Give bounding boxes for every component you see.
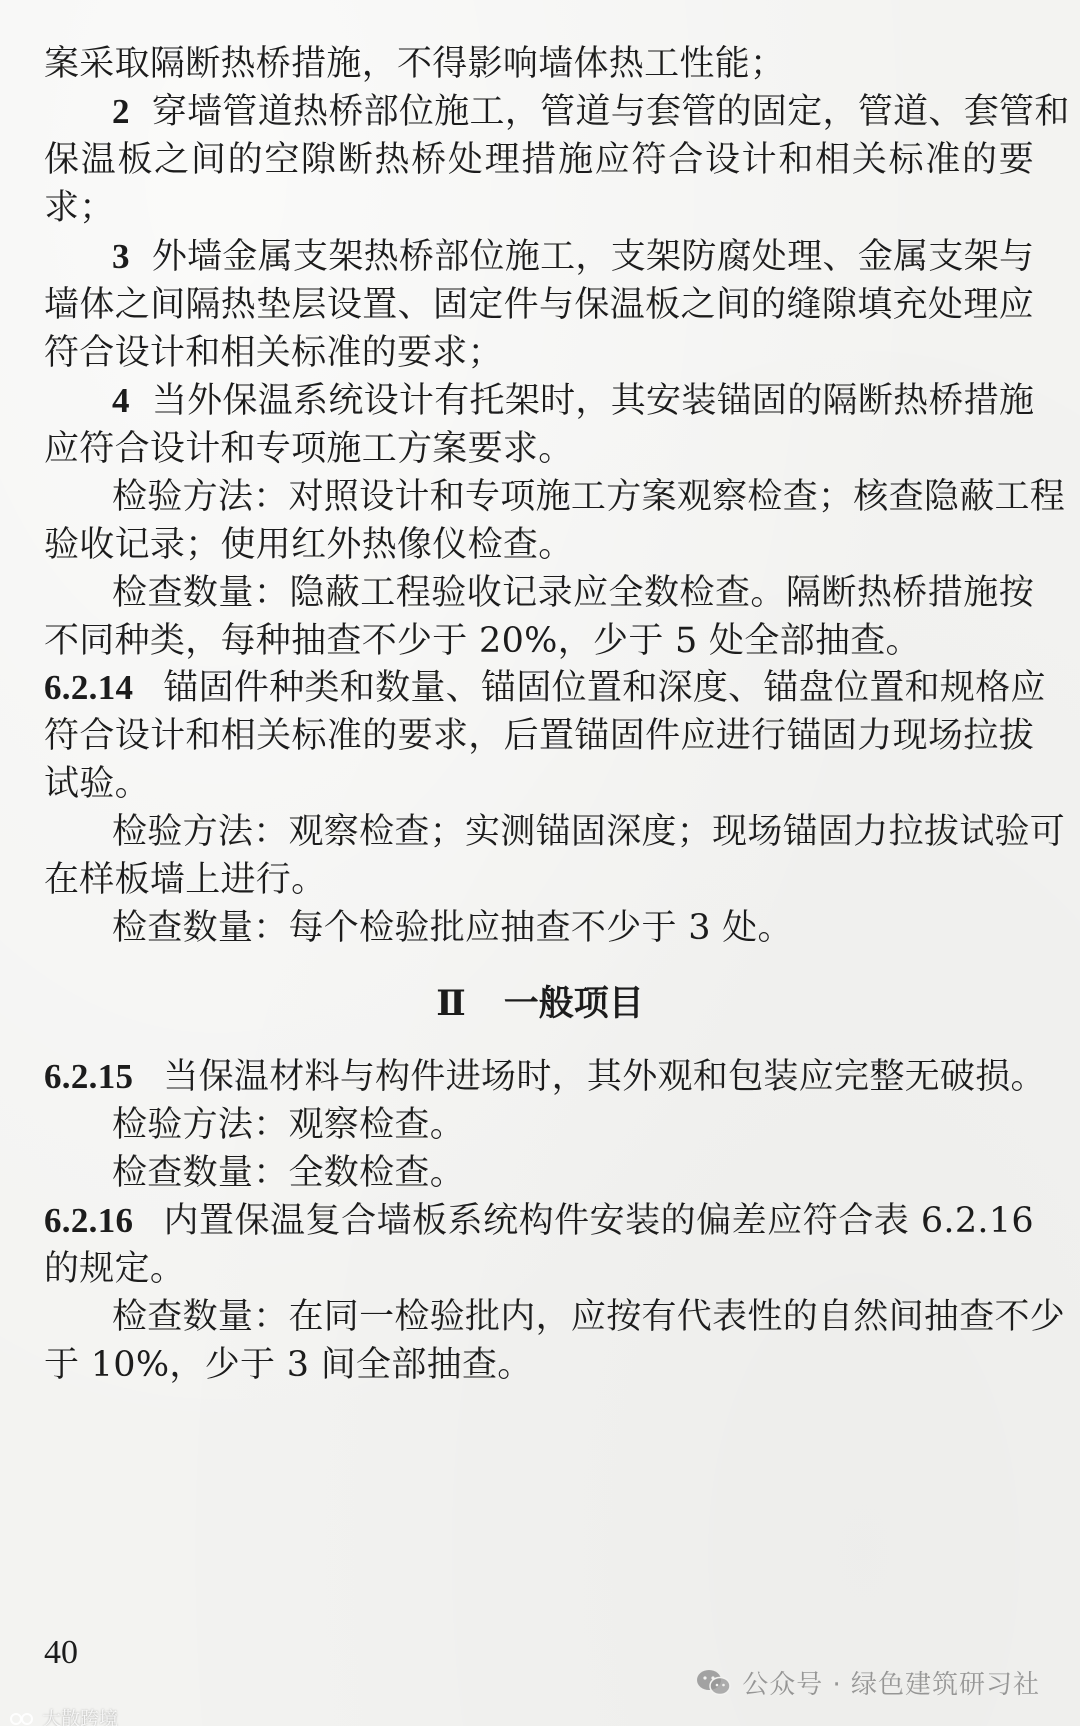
list-item-4 <box>112 375 1034 427</box>
paragraph-text: 检查数量：在同一检验批内，应按有代表性的自然间抽查不少 <box>112 1297 1066 1337</box>
paragraph-text: 符合设计和相关标准的要求； <box>44 333 503 373</box>
paragraph-text: 检查数量：每个检验批应抽查不少于 3 处。 <box>112 908 793 948</box>
text-line <box>44 134 1034 186</box>
list-number: 2 <box>112 92 130 131</box>
clause-6-2-16 <box>44 1195 1034 1247</box>
paragraph-text: 应符合设计和专项施工方案要求。 <box>44 429 574 469</box>
text-line <box>44 615 1034 667</box>
paragraph-text: 在样板墙上进行。 <box>44 860 327 900</box>
paragraph-text: 试验。 <box>44 764 150 804</box>
text-line <box>44 519 1034 571</box>
paragraph-text: 外墙金属支架热桥部位施工，支架防腐处理、金属支架与 <box>151 237 1035 277</box>
paragraph-text: 锚固件种类和数量、锚固位置和深度、锚盘位置和规格应 <box>163 668 1046 708</box>
section-heading <box>0 978 1080 1030</box>
text-line <box>44 758 1034 810</box>
paragraph-text: 的规定。 <box>44 1249 186 1289</box>
inspection-quantity <box>112 1147 1034 1199</box>
clause-6-2-15 <box>44 1051 1046 1103</box>
paragraph-text: 符合设计和相关标准的要求，后置锚固件应进行锚固力现场拉拔 <box>44 716 1034 756</box>
paragraph-text: 当保温材料与构件进场时，其外观和包装应完整无破损。 <box>163 1057 1046 1097</box>
list-item-3 <box>112 231 1034 283</box>
inspection-quantity <box>112 1291 1066 1343</box>
list-number: 3 <box>112 237 130 276</box>
paragraph-text: 检查数量：隐蔽工程验收记录应全数检查。隔断热桥措施按 <box>112 573 1034 613</box>
inspection-quantity <box>112 567 1034 619</box>
inspection-quantity <box>112 902 1034 954</box>
wechat-icon <box>696 1668 732 1698</box>
paragraph-text: 案采取隔断热桥措施，不得影响墙体热工性能； <box>44 44 786 84</box>
text-line <box>44 423 1034 475</box>
paragraph-text: 检查数量：全数检查。 <box>112 1153 466 1193</box>
clause-number: 6.2.14 <box>44 668 134 707</box>
inspection-method <box>112 471 1066 523</box>
paragraph-text: 于 10%，少于 3 间全部抽查。 <box>44 1345 533 1385</box>
paragraph-text: 不同种类，每种抽查不少于 20%，少于 5 处全部抽查。 <box>44 621 921 661</box>
paragraph-text: 检验方法：观察检查；实测锚固深度；现场锚固力拉拔试验可 <box>112 812 1066 852</box>
inspection-method <box>112 1099 1034 1151</box>
text-line <box>44 854 1034 906</box>
paragraph-text: 检验方法：对照设计和专项施工方案观察检查；核查隐蔽工程 <box>112 477 1066 517</box>
clause-number: 6.2.16 <box>44 1201 134 1240</box>
brand-logo-icon <box>10 1710 36 1726</box>
watermark-text: 公众号 · 绿色建筑研习社 <box>742 1670 1040 1700</box>
text-line <box>44 38 1034 90</box>
text-line <box>44 1243 1034 1295</box>
text-line <box>44 279 1034 331</box>
paragraph-text: 当外保温系统设计有托架时，其安装锚固的隔断热桥措施 <box>151 381 1035 421</box>
text-line <box>44 327 1034 379</box>
watermark-brand <box>10 1704 118 1726</box>
paragraph-text: 检验方法：观察检查。 <box>112 1105 466 1145</box>
page-number: 40 <box>44 1634 78 1671</box>
list-number: 4 <box>112 381 130 420</box>
paragraph-text: 穿墙管道热桥部位施工，管道与套管的固定，管道、套管和 <box>151 92 1070 132</box>
text-line <box>44 182 1034 234</box>
clause-number: 6.2.15 <box>44 1057 134 1096</box>
section-roman-numeral: Ⅱ <box>436 984 466 1023</box>
list-item-2 <box>112 86 1070 138</box>
clause-6-2-14 <box>44 662 1046 714</box>
paragraph-text: 验收记录；使用红外热像仪检查。 <box>44 525 574 565</box>
watermark-account <box>696 1664 1040 1701</box>
section-title: 一般项目 <box>503 984 644 1024</box>
text-line <box>44 1339 1034 1391</box>
paragraph-text: 求； <box>44 188 115 228</box>
paragraph-text: 墙体之间隔热垫层设置、固定件与保温板之间的缝隙填充处理应 <box>44 285 1034 325</box>
text-line <box>44 710 1034 762</box>
watermark-text: 大散跨境 <box>42 1708 119 1726</box>
inspection-method <box>112 806 1066 858</box>
paragraph-text: 保温板之间的空隙断热桥处理措施应符合设计和相关标准的要 <box>44 140 1034 180</box>
paragraph-text: 内置保温复合墙板系统构件安装的偏差应符合表 6.2.16 <box>163 1201 1034 1241</box>
